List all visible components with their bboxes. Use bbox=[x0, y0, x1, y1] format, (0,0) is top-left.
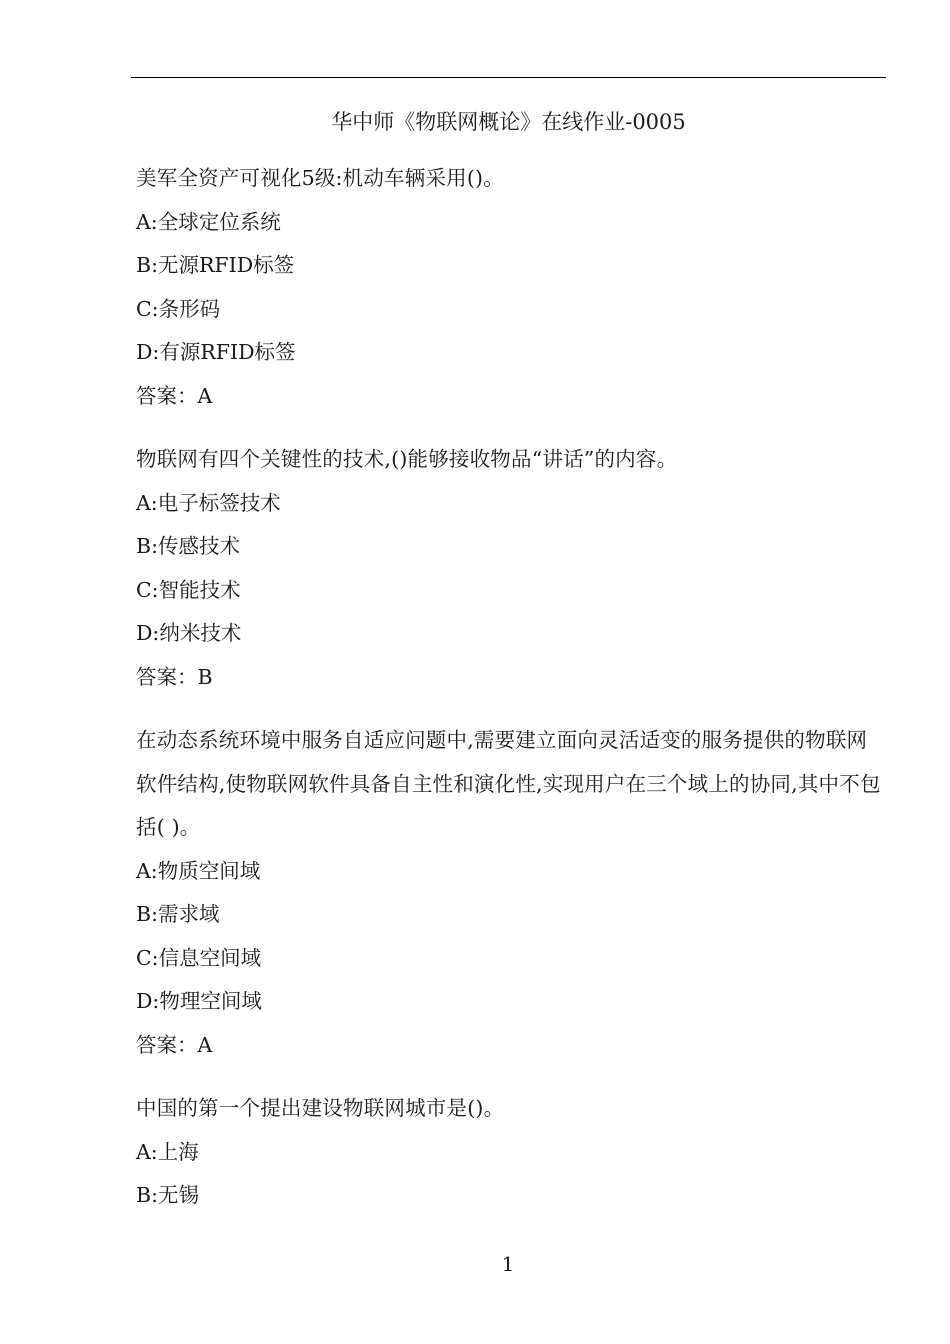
option-d: D:有源RFID标签 bbox=[136, 340, 296, 364]
header-rule bbox=[131, 77, 886, 78]
question-text: 在动态系统环境中服务自适应问题中,需要建立面向灵活适变的服务提供的物联网软件结构,使物联网软件具备自主性和演化性,实现用户在三个域上的协同,其中不包括( )。 bbox=[136, 728, 881, 839]
option-c: C:智能技术 bbox=[136, 577, 241, 602]
option-b: B:无锡 bbox=[136, 1183, 199, 1207]
option-a: A:物质空间域 bbox=[136, 858, 261, 883]
answer: 答案：A bbox=[136, 383, 213, 408]
option-a: A:电子标签技术 bbox=[136, 490, 281, 515]
question-text: 美军全资产可视化5级:机动车辆采用()。 bbox=[136, 166, 504, 190]
option-d: D:物理空间域 bbox=[136, 989, 262, 1013]
question-1 bbox=[136, 157, 882, 418]
question-3 bbox=[136, 719, 882, 1067]
question-2 bbox=[136, 438, 882, 699]
answer: 答案：B bbox=[136, 664, 213, 689]
option-b: B:需求域 bbox=[136, 902, 220, 926]
question-text: 中国的第一个提出建设物联网城市是()。 bbox=[136, 1096, 505, 1120]
option-a: A:全球定位系统 bbox=[136, 209, 281, 234]
answer: 答案：A bbox=[136, 1032, 213, 1057]
question-4 bbox=[136, 1087, 882, 1218]
option-b: B:无源RFID标签 bbox=[136, 253, 295, 277]
document-body bbox=[136, 157, 882, 1238]
option-d: D:纳米技术 bbox=[136, 621, 242, 645]
option-c: C:条形码 bbox=[136, 296, 221, 321]
option-c: C:信息空间域 bbox=[136, 945, 262, 970]
page-number: 1 bbox=[501, 1252, 515, 1276]
question-text: 物联网有四个关键性的技术,()能够接收物品“讲话”的内容。 bbox=[136, 447, 678, 471]
option-b: B:传感技术 bbox=[136, 534, 240, 558]
document-title: 华中师《物联网概论》在线作业-0005 bbox=[331, 110, 686, 134]
option-a: A:上海 bbox=[136, 1139, 199, 1164]
